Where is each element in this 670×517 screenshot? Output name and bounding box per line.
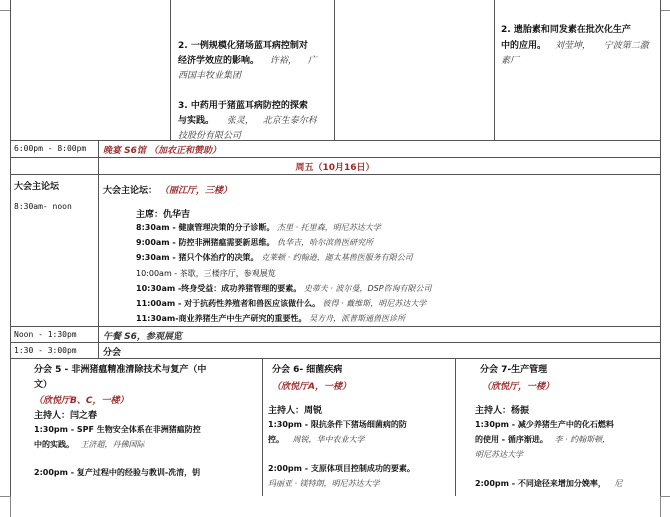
col-divider-session-2: [455, 358, 456, 496]
talk-speaker: 玛丽亚 · 镁特朗，明尼苏达大学: [268, 479, 380, 488]
talk-title: - 健康管理决策的分子诊断。: [169, 223, 275, 232]
col-divider-top-2: [334, 0, 335, 140]
day-header: 周五（10月16日）: [295, 163, 375, 173]
talk-time: 11:30am: [136, 314, 176, 323]
row-line-plenary: [10, 174, 660, 175]
corner-mark-bottom-left: [0, 496, 10, 497]
talk-title: 与实践。: [178, 116, 215, 126]
col-divider-top-1: [170, 0, 171, 140]
dinner-time: 6:00pm - 8:00pm: [14, 144, 87, 153]
talk-speaker: 彼得 · 戴维斯，明尼苏达大学: [322, 299, 427, 308]
plenary-talk: [136, 298, 426, 309]
talk-time: 11:00am: [136, 299, 176, 308]
talk-time: 9:30am: [136, 253, 170, 262]
talk-title: 1:30pm - 限抗条件下猪场细菌病的防: [268, 420, 407, 429]
plenary-talk: [136, 313, 405, 324]
talk-line: [268, 434, 365, 445]
breakout-time: 1:30 - 3:00pm: [14, 346, 77, 355]
talk-speaker: 史蒂夫 · 波尔曼，DSP咨询有限公司: [303, 284, 432, 293]
talk-org: 西国丰牧业集团: [178, 71, 242, 81]
talk-time: 10:00am: [136, 269, 172, 278]
session-title: 分会 5 - 非洲猪瘟精准清除技术与复产（中: [34, 365, 207, 375]
talk-speaker: 克莱顿 · 约翰逊，迦太基兽医服务有限公司: [261, 253, 413, 262]
talk-speaker: 尼: [614, 479, 623, 488]
row-line-lunch: [10, 326, 660, 327]
row-line-dinner: [10, 140, 660, 141]
talk-title: 控。: [268, 435, 284, 444]
talk-time: 8:30am: [136, 223, 170, 232]
talk-title: 2:00pm - 支原体项目控制成功的要素。: [268, 464, 415, 473]
plenary-location: （丽江厅，三楼）: [159, 186, 232, 196]
corner-mark-bottom-left-v: [10, 496, 11, 517]
talk-org: 广: [307, 56, 317, 66]
col-divider-session-1: [262, 358, 263, 496]
col-divider-top-3: [494, 0, 495, 140]
talk-title: 中的实践。: [34, 440, 74, 449]
talk-title: 1:30pm - 减少养猪生产中的化石燃料: [475, 420, 614, 429]
talk-speaker: 仇华吉，哈尔滨兽医研究所: [277, 238, 374, 247]
talk-speaker: 周锐，华中农业大学: [292, 435, 365, 444]
talk-title: 3. 中药用于猪蓝耳病防控的探索: [178, 101, 308, 111]
row-line-sessions: [10, 358, 660, 359]
corner-mark-bottom-right: [660, 496, 670, 497]
talk-title: 2. 遗胎素和同发素在批次化生产: [501, 25, 631, 35]
talk-speaker: 王济超，丹佛国际: [80, 440, 145, 449]
talk-title: 经济学效应的影响。: [178, 56, 260, 66]
session-title: 文）: [34, 380, 53, 390]
lunch-time: Noon - 1:30pm: [14, 330, 77, 339]
session-location: （欣悦厅，一楼）: [482, 382, 555, 392]
talk-title: - 防控非洲猪瘟需要新思维。: [169, 238, 275, 247]
talk-line: [475, 434, 610, 445]
plenary-talk: [136, 283, 432, 294]
plenary-heading: [103, 183, 232, 196]
breakout-label: 分会: [103, 348, 122, 358]
talk-title: - 猪只个体治疗的决策。: [169, 253, 259, 262]
talk-title: 中的应用。: [501, 41, 547, 51]
talk-title: 的使用 - 循序渐进。: [475, 435, 548, 444]
talk-speaker: 吴方舟，派普斯通兽医诊所: [309, 314, 406, 323]
plenary-talk: [136, 237, 373, 248]
talk-title: - 茶歇，三楼序厅，参观展览: [171, 269, 276, 278]
talk-title: 1:30pm - SPF 生物安全体系在非洲猪瘟防控: [34, 425, 201, 434]
talk-speaker: 明尼苏达大学: [475, 450, 523, 459]
session-location: （欣悦厅A，一楼）: [272, 382, 351, 392]
plenary-chair: 主席：仇华吉: [136, 210, 191, 220]
talk-time: 9:00am: [136, 238, 170, 247]
talk-line: [475, 478, 622, 489]
talk-speaker: 刘莹坤，: [554, 41, 591, 51]
plenary-talk: [136, 252, 413, 263]
talk-time: 10:30am: [136, 284, 176, 293]
talk-org: 技股份有限公司: [178, 131, 242, 141]
talk-title: -终身受益：成功养猪管理的要素。: [175, 284, 302, 293]
session-host: 主持人：杨振: [475, 406, 530, 416]
plenary-time: 8:30am- noon: [14, 202, 72, 211]
talk-title: - 对于抗药性养殖者和兽医应该做什么。: [175, 299, 321, 308]
talk-org: 北京生泰尔科: [262, 116, 317, 126]
corner-mark-top-right: [660, 10, 670, 11]
lunch-text: 午餐 S6，参观展览: [103, 332, 182, 342]
talk-speaker: 杰里 · 托里森，明尼苏达大学: [277, 223, 381, 232]
talk-speaker: 李 · 约翰斯顿，: [554, 435, 611, 444]
dinner-text: 晚宴 S6馆 （加农正和赞助）: [103, 146, 222, 156]
row-line-breakout: [10, 342, 660, 343]
talk-speaker: 许裕，: [269, 56, 297, 66]
talk-line: [34, 439, 145, 450]
talk-title: 2:00pm - 不同途径来增加分娩率，: [475, 479, 606, 488]
plenary-talk: [136, 268, 276, 279]
session-title: 分会 6- 细菌疾病: [272, 365, 343, 375]
talk-speaker: 张灵，: [226, 116, 254, 126]
plenary-title: 大会主论坛：: [103, 186, 158, 196]
session-title: 分会 7-生产管理: [480, 365, 548, 375]
session-host: 主持人：周锐: [268, 406, 323, 416]
talk-title: -商业养猪生产中生产研究的重要性。: [175, 314, 307, 323]
session-location: （欣悦厅B、C，一楼）: [34, 396, 129, 406]
table-border-right: [660, 0, 661, 496]
talk-org: 素厂: [501, 56, 520, 66]
talk-title: 2:00pm - 复产过程中的经验与教训-冼淯，钥: [34, 468, 201, 477]
plenary-label: 大会主论坛: [14, 182, 60, 192]
corner-mark-top-left: [0, 10, 10, 11]
row-line-friday: [10, 157, 660, 158]
talk-title: 2. 一例规模化猪场蓝耳病控制对: [178, 41, 308, 51]
plenary-talk: [136, 222, 381, 233]
corner-mark-bottom-right-v: [660, 496, 661, 517]
talk-org: 宁波第二激: [603, 41, 649, 51]
table-border-left: [10, 0, 11, 496]
session-host: 主持人：闫之春: [34, 411, 98, 421]
